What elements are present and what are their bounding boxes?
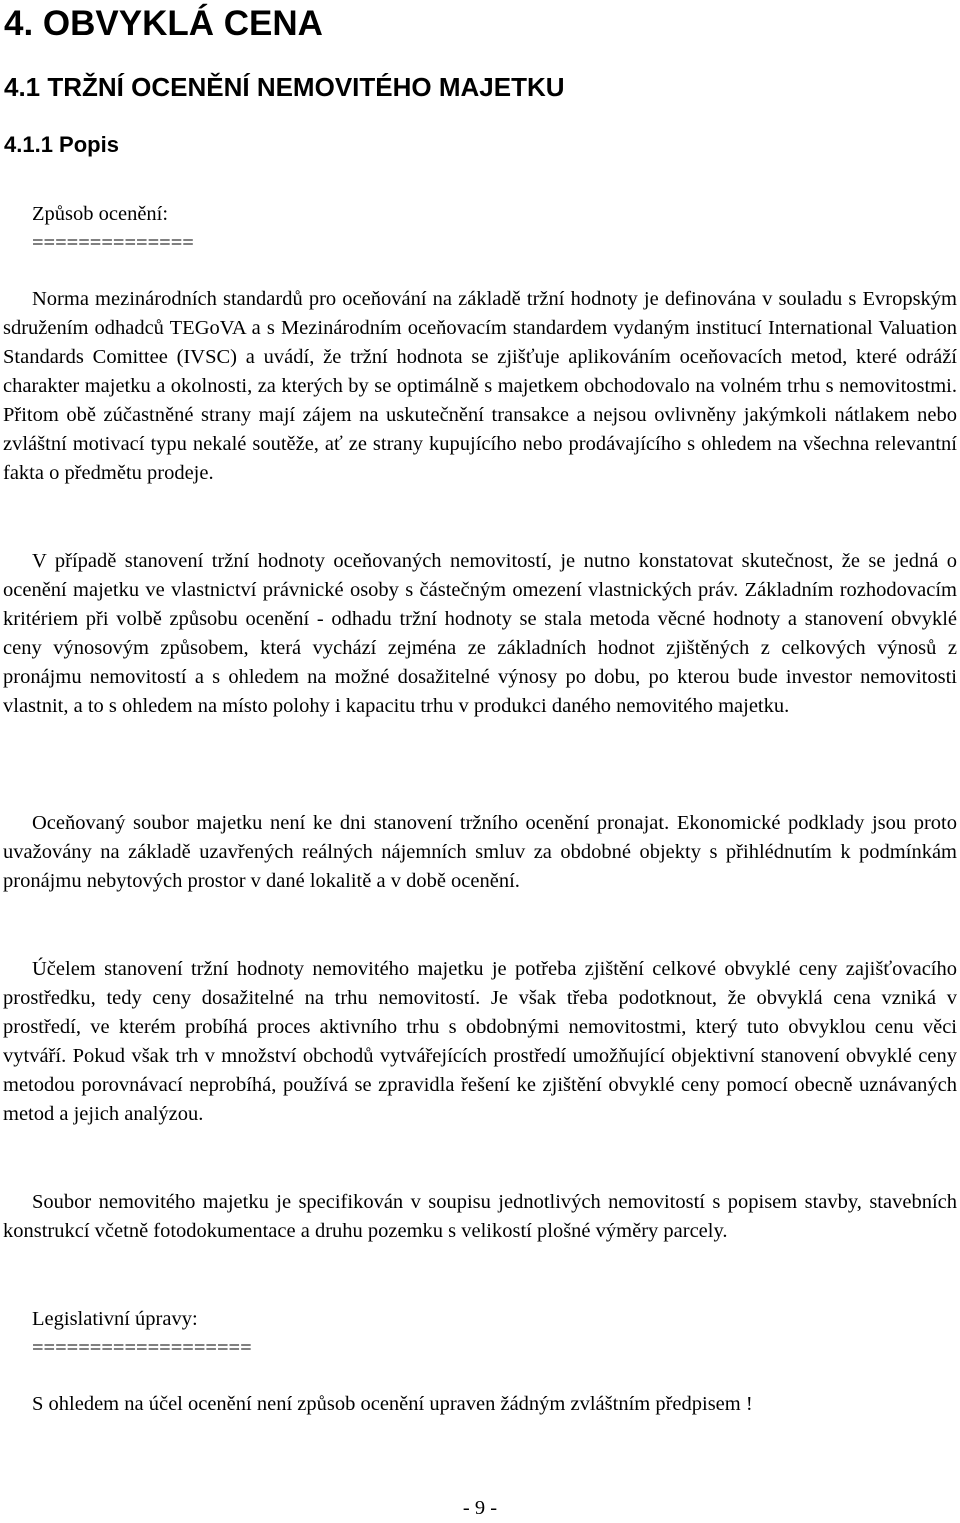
legislation-underline: =================== xyxy=(32,1337,252,1359)
page-number: - 9 - xyxy=(462,1497,498,1519)
paragraph-valuation-criteria: V případě stanovení tržní hodnoty oceňovaných nemovitostí, je nutno konstatovat skutečnost, že se jedná o ocenění majetku ve vlastnictví právnické osoby s částečným omezení vlastnických práv. Základním rozhodovacím kritériem při volbě způsobu ocenění - odhadu tržní hodnoty se stala metoda věcné hodnoty a stanovení obvyklé ceny výnosovým způsobem, která vychází zejména ze základních hodnot zjištěných z celkových výnosů z pronájmu nemovitostí a s ohledem na možné dosažitelné výnosy po dobu, po kterou bude investor nemovitosti vlastnit, a to s ohledem na místo polohy i kapacitu trhu v produkci daného nemovitého majetku. xyxy=(3,550,957,717)
paragraph-valuation-purpose: Účelem stanovení tržní hodnoty nemovitého majetku je potřeba zjištění celkové obvyklé ceny zajišťovacího prostředku, tedy ceny dosažitelné na trhu nemovitostí. Je však třeba podotknout, že obvyklá cena vzniká v prostředí, ve kterém probíhá proces aktivního trhu s obdobnými nemovitostmi, který tuto obvyklou cenu věci vytváří. Pokud však trh v množství obchodů vytvářejících prostředí umožňující objektivní stanovení obvyklé ceny metodou porovnávací neprobíhá, používá se zpravidla řešení ke zjištění obvyklé ceny pomocí obecně uznávaných metod a jejich analýzou. xyxy=(3,958,957,1125)
valuation-method-underline: ============== xyxy=(32,232,194,254)
paragraph-property-specification: Soubor nemovitého majetku je specifikován v soupisu jednotlivých nemovitostí s popisem stavby, stavebních konstrukcí včetně fotodokumentace a druhu pozemku s velikostí plošné výměry parcely. xyxy=(3,1191,957,1242)
paragraph-economic-basis: Oceňovaný soubor majetku není ke dni stanovení tržního ocenění pronajat. Ekonomické podklady jsou proto uvažovány na základě uzavřených reálných nájemních smluv za obdobné objekty s přihlédnutím k podmínkám pronájmu nebytových prostor v dané lokalitě a v době ocenění. xyxy=(3,812,957,892)
valuation-method-label: Způsob ocenění: xyxy=(32,203,169,225)
chapter-heading: 4. OBVYKLÁ CENA xyxy=(4,4,323,43)
section-heading: 4.1 TRŽNÍ OCENĚNÍ NEMOVITÉHO MAJETKU xyxy=(4,72,565,102)
paragraph-market-value-definition: Norma mezinárodních standardů pro oceňování na základě tržní hodnoty je definována v souladu s Evropským sdružením odhadců TEGoVA a s Mezinárodním oceňovacím standardem vydaným institucí International Valuation Standards Comittee (IVSC) a uvádí, že tržní hodnota se zjišťuje aplikováním oceňovacích metod, které odráží charakter majetku a okolnosti, za kterých by se optimálně s majetkem obchodovalo na volném trhu s nemovitostmi. Přitom obě zúčastněné strany mají zájem na uskutečnění transakce a nejsou ovlivněny jakýmkoli nátlakem nebo zvláštní motivací typu nekalé soutěže, ať ze strany kupujícího nebo prodávajícího s ohledem na všechna relevantní fakta o předmětu prodeje. xyxy=(3,288,957,484)
legislation-label: Legislativní úpravy: xyxy=(32,1308,198,1330)
legislation-statement: S ohledem na účel ocenění není způsob ocenění upraven žádným zvláštním předpisem ! xyxy=(32,1393,753,1415)
subsection-heading: 4.1.1 Popis xyxy=(4,132,119,157)
